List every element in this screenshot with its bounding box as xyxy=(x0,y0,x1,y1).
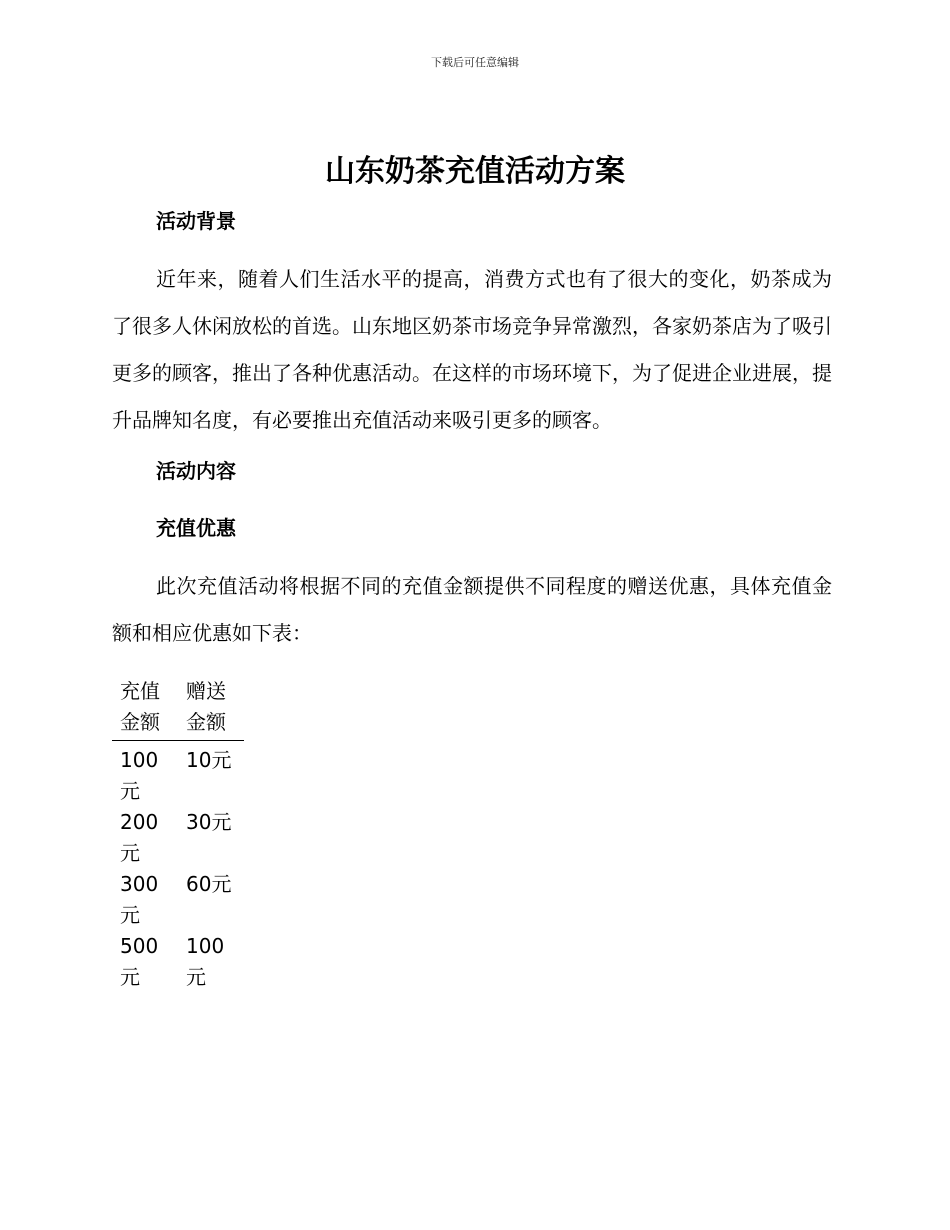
cell-bonus-amount: 10元 xyxy=(186,748,232,772)
header-recharge-amount: 充值金额 xyxy=(112,676,178,741)
cell-recharge-amount: 300元 xyxy=(120,872,159,927)
section-heading-discount: 充值优惠 xyxy=(156,516,236,540)
section-heading-content: 活动内容 xyxy=(156,459,236,483)
document-title: 山东奶茶充值活动方案 xyxy=(325,154,625,189)
background-paragraph: 近年来，随着人们生活水平的提高，消费方式也有了很大的变化，奶茶成为了很多人休闲放松的首选。山东地区奶茶市场竞争异常激烈，各家奶茶店为了吸引更多的顾客，推出了各种优惠活动。在这样的市场环境下，为了促进企业进展，提升品牌知名度，有必要推出充值活动来吸引更多的顾客。 xyxy=(112,267,832,432)
cell-bonus-amount: 100元 xyxy=(186,934,225,989)
table-row xyxy=(112,869,244,931)
recharge-table xyxy=(112,676,244,993)
section-heading-background: 活动背景 xyxy=(156,209,236,233)
cell-bonus-amount: 30元 xyxy=(186,810,232,834)
table-row xyxy=(112,931,244,993)
discount-paragraph: 此次充值活动将根据不同的充值金额提供不同程度的赠送优惠，具体充值金额和相应优惠如下表： xyxy=(112,574,832,645)
table-row xyxy=(112,807,244,869)
table-row xyxy=(112,741,244,808)
page-header: 下载后可任意编辑 xyxy=(431,56,519,69)
table-header-row xyxy=(112,676,244,741)
cell-recharge-amount: 200元 xyxy=(120,810,159,865)
header-bonus-amount: 赠送金额 xyxy=(178,676,244,741)
cell-recharge-amount: 500元 xyxy=(120,934,159,989)
cell-recharge-amount: 100元 xyxy=(120,748,159,803)
cell-bonus-amount: 60元 xyxy=(186,872,232,896)
